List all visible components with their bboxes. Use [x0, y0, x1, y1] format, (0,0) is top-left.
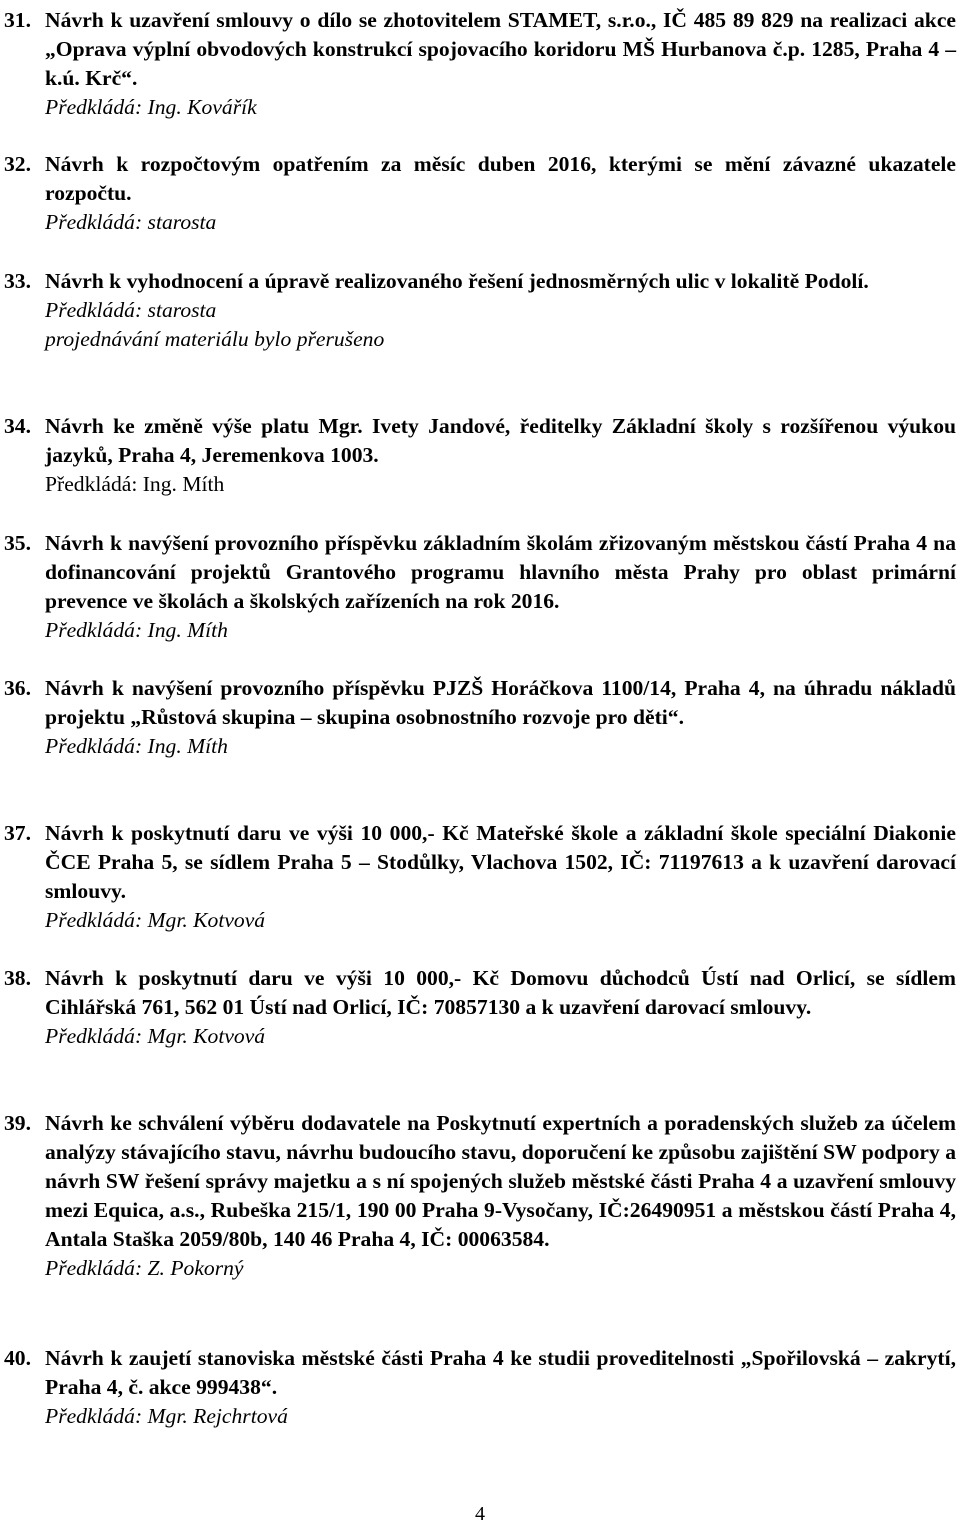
page-number: 4	[475, 1503, 485, 1525]
presenter-label: Předkládá: Ing. Kovářík	[45, 95, 257, 119]
agenda-item-40	[4, 1344, 956, 1431]
agenda-item-number: 31.	[4, 8, 31, 32]
agenda-item-number: 32.	[4, 152, 31, 176]
presenter-label: Předkládá: Mgr. Rejchrtová	[45, 1404, 288, 1428]
agenda-item-number: 36.	[4, 676, 31, 700]
agenda-item-number: 33.	[4, 269, 31, 293]
presenter-label: Předkládá: Mgr. Kotvová	[45, 908, 266, 932]
status-note: projednávání materiálu bylo přerušeno	[45, 327, 385, 351]
agenda-item-31	[4, 6, 956, 122]
presenter-label: Předkládá: starosta	[45, 298, 217, 322]
agenda-item-text: Návrh k poskytnutí daru ve výši 10 000,- Kč Domovu důchodců Ústí nad Orlicí, se sídlem Cihlářská 761, 562 01 Ústí nad Orlicí, IČ: 70857130 a k uzavření darovací smlouvy.	[45, 966, 956, 1019]
agenda-item-text: Návrh ke změně výše platu Mgr. Ivety Jandové, ředitelky Základní školy s rozšířenou výukou jazyků, Praha 4, Jeremenkova 1003.	[45, 414, 956, 467]
agenda-item-text: Návrh ke schválení výběru dodavatele na Poskytnutí expertních a poradenských služeb za účelem analýzy stávajícího stavu, návrhu budoucího stavu, doporučení ke způsobu zajištění SW podpory a návrh SW řešení správy majetku a s ní spojených služeb městské části Praha 4 a uzavření smlouvy mezi Equica, a.s., Rubeška 215/1, 190 00 Praha 9-Vysočany, IČ:26490951 a městskou částí Praha 4, Antala Staška 2059/80b, 140 46 Praha 4, IČ: 00063584.	[45, 1111, 956, 1251]
agenda-item-35	[4, 529, 956, 645]
agenda-item-title	[4, 1109, 956, 1254]
agenda-item-title	[4, 674, 956, 732]
agenda-item-34	[4, 412, 956, 499]
agenda-item-number: 37.	[4, 821, 31, 845]
agenda-item-title	[4, 412, 956, 470]
agenda-item-title	[4, 150, 956, 208]
agenda-item-39	[4, 1109, 956, 1283]
agenda-item-number: 38.	[4, 966, 31, 990]
agenda-item-title	[4, 6, 956, 93]
agenda-item-title	[4, 267, 956, 296]
agenda-item-38	[4, 964, 956, 1051]
agenda-item-36	[4, 674, 956, 761]
agenda-item-number: 35.	[4, 531, 31, 555]
presenter-label: Předkládá: Ing. Míth	[45, 618, 228, 642]
agenda-item-title	[4, 529, 956, 616]
agenda-item-33	[4, 267, 956, 354]
agenda-item-text: Návrh k navýšení provozního příspěvku základním školám zřizovaným městskou částí Praha 4 na dofinancování projektů Grantového programu hlavního města Prahy pro oblast primární prevence ve školách a školských zařízeních na rok 2016.	[45, 531, 956, 613]
agenda-item-text: Návrh k poskytnutí daru ve výši 10 000,- Kč Mateřské škole a základní škole speciální Diakonie ČCE Praha 5, se sídlem Praha 5 – Stodůlky, Vlachova 1502, IČ: 71197613 a k uzavření darovací smlouvy.	[45, 821, 956, 903]
agenda-item-32	[4, 150, 956, 237]
agenda-item-text: Návrh k zaujetí stanoviska městské části Praha 4 ke studii proveditelnosti „Spořilovská – zakrytí, Praha 4, č. akce 999438“.	[45, 1346, 956, 1399]
agenda-item-37	[4, 819, 956, 935]
agenda-item-text: Návrh k navýšení provozního příspěvku PJZŠ Horáčkova 1100/14, Praha 4, na úhradu nákladů projektu „Růstová skupina – skupina osobnostního rozvoje pro děti“.	[45, 676, 956, 729]
agenda-item-text: Návrh k rozpočtovým opatřením za měsíc duben 2016, kterými se mění závazné ukazatele rozpočtu.	[45, 152, 956, 205]
agenda-item-number: 34.	[4, 414, 31, 438]
agenda-item-title	[4, 964, 956, 1022]
agenda-item-number: 40.	[4, 1346, 31, 1370]
agenda-item-text: Návrh k uzavření smlouvy o dílo se zhotovitelem STAMET, s.r.o., IČ 485 89 829 na realizaci akce „Oprava výplní obvodových konstrukcí spojovacího koridoru MŠ Hurbanova č.p. 1285, Praha 4 – k.ú. Krč“.	[45, 8, 956, 90]
presenter-label: Předkládá: Ing. Míth	[45, 734, 228, 758]
presenter-label: Předkládá: Ing. Míth	[45, 472, 225, 496]
presenter-label: Předkládá: starosta	[45, 210, 217, 234]
agenda-item-number: 39.	[4, 1111, 31, 1135]
agenda-item-title	[4, 1344, 956, 1402]
agenda-item-text: Návrh k vyhodnocení a úpravě realizovaného řešení jednosměrných ulic v lokalitě Podolí.	[45, 269, 869, 293]
presenter-label: Předkládá: Z. Pokorný	[45, 1256, 244, 1280]
agenda-item-title	[4, 819, 956, 906]
presenter-label: Předkládá: Mgr. Kotvová	[45, 1024, 266, 1048]
